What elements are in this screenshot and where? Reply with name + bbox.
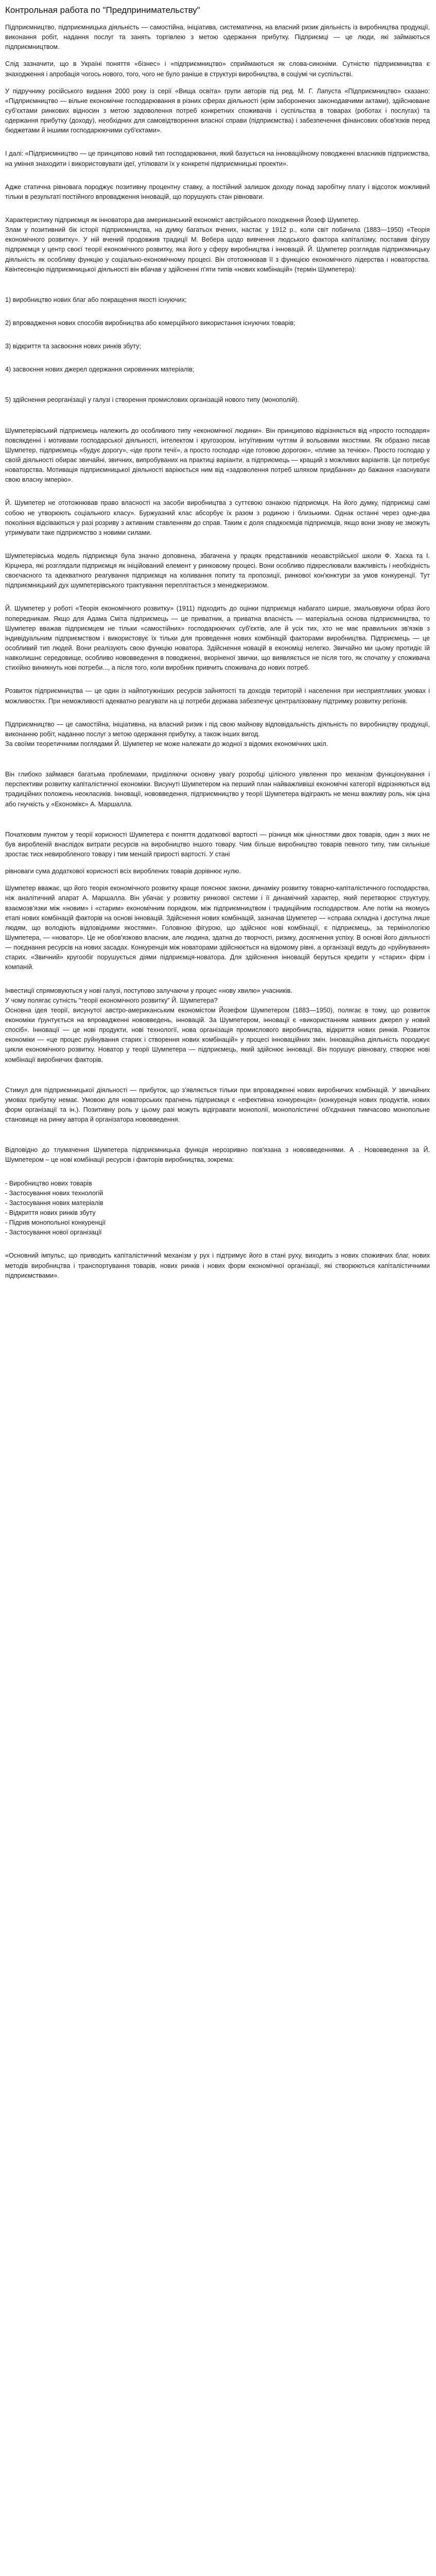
paragraph-equilibrium-sum: рівноваги сума додаткової корисності всіх вироблених товарів дорівнює нулю. [5, 868, 241, 875]
paragraph-marshall-comparison: Шумпетер вважає, що його теорія економічного розвитку краще пояснює закони, динаміку розвитку товарно-капіталістичного господарства, ніж аналітичний апарат А. Маршалла. Він убачає у розвитку ринкової системи і її динамічний характер, який перетворює структуру, взаємозв'язки між «новим» і «старим» економічним порядком, між підприємництвом і традиційним господарством. Але потім на якомусь етапі нових комбінацій факторів на основі інновацій. Здійснення нових комбінацій, зазначав Шумпетер — «справа складна і доступна лише людям, що володіють відповідними якостями». Головною фігурою, що здійснює нові комбінації, є підприємець, за термінологією Шумпетера, — «новатор». Це не обов'язково власник, але людина, здатна до творчості, ризику, досягнення успіху. В основі його діяльності — поєднання ресурсів на нових засадах. Конкуренція між новаторами здійснюється на відомому рівні, а організації ведуть до «руйнування» старих. «Звичний» кругообіг порушується діями підприємця-новатора. Для здійснення інновацій беруться кредити у «старих» фірм і компаній. [5, 885, 430, 971]
combination-item-2: 2) впровадження нових способів виробництва або комерційного використання існуючих товарів; [5, 319, 295, 327]
innovation-item-1: - Виробництво нових товарів [5, 1179, 92, 1187]
paragraph-schumpeter-turn: Злам у позитивний бік історії підприємництва, на думку багатьох вчених, настає у 1912 р., коли світ побачила (1883—1950) «Теорія економічного розвитку». У ній вчений продовжив традиції М. Вебера щодо вивчення людського фактора капіталізму, поставив фігуру підприємця у центр своєї теорії економічного розвитку, яка його у сферу виробництва і інновацій. Й. Шумпетер розглядав підприємницьку діяльність як особливу функцію у соціально-економічному процесі. Він ототожнював її з функцією економічного лідерства і новаторства. Квінтесенцію підприємницької діяльності він вбачав у здійсненні п'яти типів «нових комбінацій» (термін Шумпетера): [5, 226, 430, 273]
combination-item-3: 3) відкриття та засвоєння нових ринків збуту; [5, 343, 141, 350]
paragraph-definition: Підприємництво, підприємницька діяльність — самостійна, ініціатива, систематична, на власний ризик діяльність із виробництва продукції, виконання робіт, надання послуг та занять торгівлею з метою одержання прибутку. Підприємці — це люди, які займаються підприємництвом. [5, 24, 430, 51]
paragraph-no-school: За своїми теоретичними поглядами Й. Шумпетер не може належати до жодної з відомих економічних шкіл. [5, 740, 328, 748]
innovation-item-2: - Застосування нових технологій [5, 1189, 103, 1197]
innovation-item-3: - Застосування нових матеріалів [5, 1199, 103, 1207]
paragraph-stimulus: Стимул для підприємницької діяльності — прибуток, що з'являється тільки при впровадженні нових виробничих комбінацій. У звичайних умовах прибутку немає. Умовою для новаторських прагнень підприємця є «ефективна конкуренція» (конкуренція нових продуктів, нових форм організації та ін.). Позитивну роль у цьому разі можуть відігравати монополії, монополістичні об'єднання тимчасово монопольне становище на ринку автора й організатора нововведення. [5, 1086, 430, 1124]
paragraph-deep-study: Він глибоко займався багатьма проблемами, приділяючи основну увагу розробці цілісного уявлення про механізм функціонування і перспективи розвитку капіталістичної економіки. Висунуті Шумпетером на перший план найважливіші економічні категорії відрізняються від традиційних положень неокласиків. Інновації, нововведення, підприємництво у теорії Шумпетера відіграють не менш важливу роль, ніж ціна або гнучкість у «Економікс» А. Маршалла. [5, 771, 430, 808]
paragraph-synonyms: Слід зазначити, що в Україні поняття «бізнес» і «підприємництво» сприймаються як слова-синоніми. Сутністю підприємництва є знаходження і апробація чогось нового, того, чого не було раніше в структурі виробництва, в соціумі чи суспільстві. [5, 60, 430, 78]
innovation-item-6: - Застосування нової організації [5, 1229, 102, 1236]
paragraph-neo-austrian: Шумпетерівська модель підприємця була значно доповнена, збагачена у працях представників неоавстрійської школи Ф. Хаєка та І. Кірцнера, які розглядали підприємця як ініційований елемент у ринковому процесі. Вони особливо підкреслювали важливість і необхідність своєчасного та адекватного реагування підприємця на коливання попиту та пропозиції, ринкової кон'юнктури за умов конкуренції. Тут підприємницький дух шумпетерівського трактування переплітається з менеджеризмом. [5, 552, 430, 589]
paragraph-investments: Інвестиції спрямовуються у нові галузі, поступово залучаючи у процес «нову хвилю» учасників. [5, 987, 292, 994]
innovation-item-4: - Відкриття нових ринків збуту [5, 1209, 96, 1216]
paragraph-definition-2: Підприємництво — це самостійна, ініціативна, на власний ризик і під свою майнову відповідальність діяльність по виробництву продукції, виконанню робіт, наданню послуг з метою одержання прибутку, а також інших вигод. [5, 720, 430, 738]
paragraph-lapusta-quote: У підручнику російського видання 2000 року із серії «Вища освіта» групи авторів під ред. М. Г. Лапуста «Підприємництво» сказано: «Підприємництво — вільне економічне господарювання в різних сферах діяльності (крім заборонених законодавчими актами), здійснюване суб'єктами ринкових відносин з метою задоволення потреб конкретних споживачів і суспільства в товарах (роботах і послугах) та одержання прибутку (доходу), необхідних для самовідтворення власної справи (підприємства) і забезпечення фінансових обов'язків перед бюджетами й іншими господарюючими суб'єктами». [5, 87, 430, 134]
paragraph-property-rights: Й. Шумпетер не ототожнював право власності на засоби виробництва з суттєвою ознакою підприємця. На його думку, підприємці самі собою не утворюють соціального класу». Буржуазний клас абсорбує їх разом з родиною і близькими. Однак останні через одне-два покоління відсіваються у разі розриву з активним ставленням до справ. Таким є доля спадкоємців підприємців, якщо вони знову не зможуть утримувати таке підприємство з новими силами. [5, 499, 430, 536]
paragraph-main-idea: Основна ідея теорії, висунутої австро-американським економістом Йозефом Шумпетером (1883—1950), полягає в тому, що розвиток економіки ґрунтується на впровадженні нововведень, інновацій. За Шумпетером, інновації є «використанням наявних джерел у новий спосіб». Інновації — це нові продукти, нові технології, нова організація промислового виробництва, відкриття нових ринків. Розвиток економіки — «це процес руйнування старих і створення нових комбінацій» у процесі інноваційних змін. Інноваційна діяльність породжує цикли економічного розвитку. Новатор у теорії Шумпетера — підприємець, який здійснює інновації. Він порушує рівновагу, створює нові комбінації виробничих факторів. [5, 1006, 430, 1063]
paragraph-economic-man: Шумпетерівський підприємець належить до особливого типу «економічної людини». Він принципово відрізняється від «просто господаря» повсякденні і мотивами господарської діяльності, інтелектом і кругозором, інтуїтивним чуттям й вольовими якостями. Як образно писав Шумпетер, підприємець «будує дорогу», «іде проти течії», а просто господар «іде готовою дорогою», «пливе за течією». Просто господар у своїй діяльності обирає звичайні, звичних, випробуваних на практиці варіанти, а підприємець — кращий з можливих варіантів. Це потребує новаторства. Мотивація підприємницької діяльності варіюється ним від «задоволення потреб шляхом придбання» до бажання «заснувати свою власну імперію». [5, 427, 430, 484]
innovation-item-5: - Підрив монопольної конкуренції [5, 1219, 106, 1227]
paragraph-further-quote: І далі: «Підприємництво — це принципово новий тип господарювання, який базується на інноваційному поводженні власників підприємства, на уміння знаходити і використовувати ідеї, утілювати їх у конкретні підприємницькі проекти». [5, 150, 430, 167]
paragraph-innovation-function: Відповідно до тлумачення Шумпетера підприємницька функція нерозривно пов'язана з нововведеннями. А . Нововведення за Й. Шумпетером – це нові комбінації ресурсів і факторів виробництва, зокрема: [5, 1146, 430, 1164]
paragraph-theory-of-development: Й. Шумпетер у роботі «Теорія економічного розвитку» (1911) підходить до оцінки підприємця набагато ширше, змальовуючи образ його попередникам. Якщо для Адама Сміта підприємець — це приватник, а приватна власність — матеріальна основа підприємництва, то Шумпетер вважав підприємцем не тільки «самостійних» господарюючих суб'єктів, але й усіх тих, хто не має правильних зв'язків з індивідуальним підприємством і використовує їх тільки для проведення нових комбінацій факторами виробництва. Підприємець — це особливий тип людей. Вони реалізують свою функцію новатора. Здійснення новацій в економіці нелегко. Звичайно ми цьому протидіє їй навколишнє середовище, особливо нововведення в поводженні, вкоріненої звички, що виявляється не після того, як спочатку у споживача стихійно виникнуть нові потреби..., а після того, коли виробник привчить споживача до нових потреб. [5, 605, 430, 672]
question-heading: У чому полягає сутність "теорії економічного розвитку" Й. Шумпетера? [5, 996, 218, 1004]
combination-item-5: 5) здійснення реорганізації у галузі і створення промислових організацій нового типу (монополій). [5, 396, 299, 404]
paragraph-innovator-characteristic: Характеристику підприємця як інноватора дав американський економіст австрійського походження Йозеф Шумпетер. [5, 216, 360, 224]
combination-item-1: 1) виробництво нових благ або покращення якості існуючих; [5, 296, 187, 303]
paragraph-utility-theory: Початковим пунктом у теорії корисності Шумпетера є поняття додаткової вартості — різниця між цінностями двох товарів, один з яких не був виробленій внаслідок витрати ресурсів на виробництво іншого товару. Чим більше виробництво товарів певного типу, тим сильніше зростає тиск невиробленого товару і тим меншій прирості вартості. У стані [5, 831, 430, 858]
document-title: Контрольная работа по "Предпринимательству" [5, 5, 200, 15]
combination-item-4: 4) засвоєння нових джерел одержання сировинних матеріалів; [5, 366, 195, 374]
document-page [0, 0, 436, 1281]
paragraph-static-equilibrium: Адже статична рівновага породжує позитивну процентну ставку, а постійний залишок доходу понад заробітну плату і відсоток можливий тільки в результаті постійного впровадження інновацій, що порушують стан рівноваги. [5, 183, 430, 200]
paragraph-regional-development: Розвиток підприємництва — це один із найпотужніших ресурсів зайнятості та доходів територій і населення при несприятливих умовах і можливостях. При неможливості адекватно реагувати на ці потреби держава забезпечує централізовану підтримку розвитку регіонів. [5, 687, 430, 705]
paragraph-closing-quote: «Основний імпульс, що приводить капіталістичний механізм у рух і підтримує його в стані руху, виходить з нових споживчих благ, нових методів виробництва і транспортування товарів, нових ринків і нових форм економічної організації, які створюються капіталістичними підприємствами». [5, 1252, 430, 1279]
